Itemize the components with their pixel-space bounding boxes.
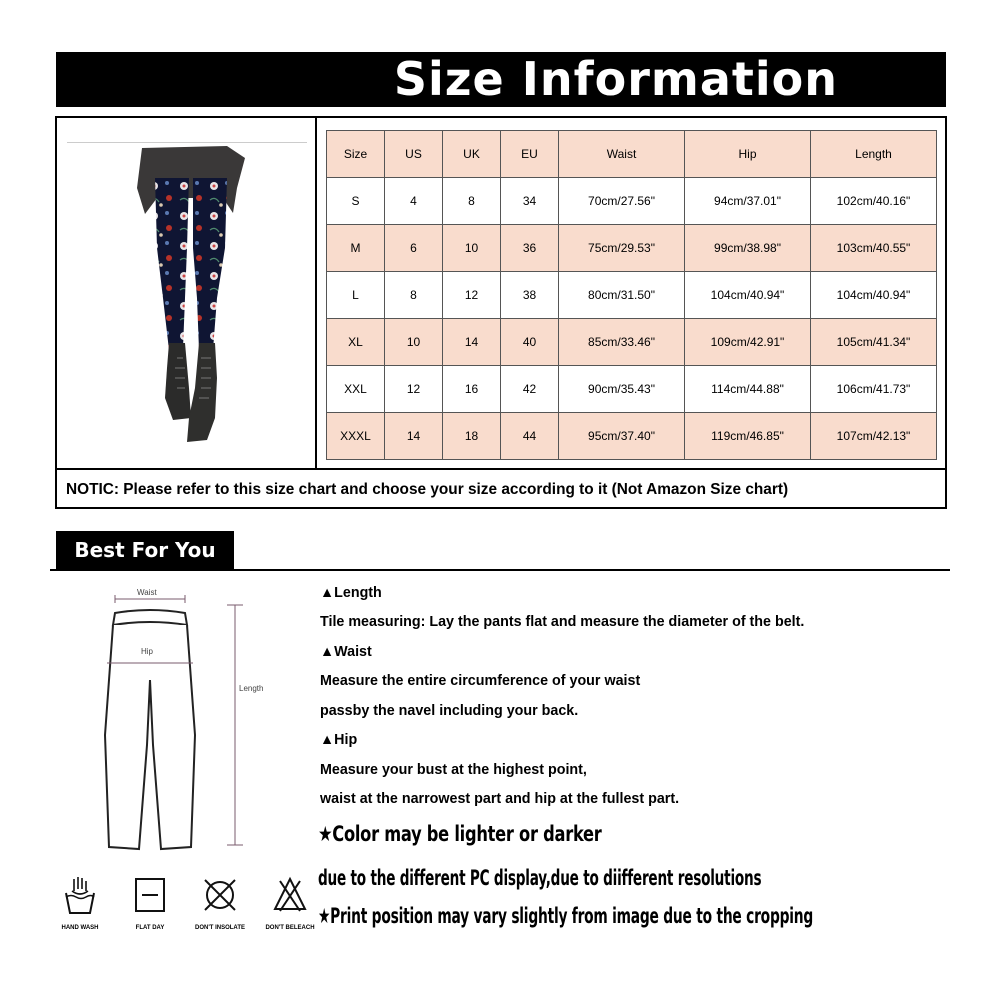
header-length: Length: [811, 131, 937, 178]
print-note: ★Print position may vary slightly from image due to the cropping: [318, 904, 814, 928]
cell-waist: 80cm/31.50": [559, 272, 685, 319]
cell-size: XXL: [327, 366, 385, 413]
color-note-2: due to the different PC display,due to diifferent resolutions: [318, 866, 762, 890]
size-table-cell: [319, 118, 945, 468]
cell-hip: 104cm/40.94": [685, 272, 811, 319]
care-do-not-insolate: [184, 875, 256, 945]
do-not-bleach-icon: [272, 875, 308, 915]
length-instruction: Tile measuring: Lay the pants flat and measure the diameter of the belt.: [320, 614, 805, 630]
cell-hip: 109cm/42.91": [685, 319, 811, 366]
hip-instruction-2: waist at the narrowest part and hip at the fullest part.: [320, 791, 680, 807]
cell-size: S: [327, 178, 385, 225]
care-label: DON'T BELEACH: [265, 925, 315, 931]
header-eu: EU: [501, 131, 559, 178]
cell-us: 10: [385, 319, 443, 366]
cell-length: 106cm/41.73": [811, 366, 937, 413]
table-row: [327, 366, 937, 413]
care-do-not-bleach: [254, 875, 326, 945]
size-table: [326, 130, 937, 460]
top-garment: [137, 146, 245, 214]
cell-us: 8: [385, 272, 443, 319]
size-table-header-row: [327, 131, 937, 178]
cell-uk: 14: [443, 319, 501, 366]
cell-length: 102cm/40.16": [811, 178, 937, 225]
care-label: FLAT DAY: [135, 925, 165, 931]
cell-eu: 36: [501, 225, 559, 272]
table-row: [327, 178, 937, 225]
care-flat-dry: [114, 875, 186, 945]
waist-instruction-1: Measure the entire circumference of your waist: [320, 673, 641, 689]
waist-instruction-2: passby the navel including your back.: [320, 703, 579, 719]
cell-uk: 12: [443, 272, 501, 319]
cell-waist: 90cm/35.43": [559, 366, 685, 413]
cell-uk: 8: [443, 178, 501, 225]
product-photo-cell: [57, 118, 317, 468]
leggings-measurement-diagram: [95, 585, 295, 860]
table-row: [327, 272, 937, 319]
cell-waist: 85cm/33.46": [559, 319, 685, 366]
section-divider: [50, 569, 950, 571]
left-leg: [155, 178, 189, 350]
length-label: Length: [239, 684, 264, 693]
waist-heading: ▲Waist: [320, 644, 372, 660]
cell-eu: 34: [501, 178, 559, 225]
hip-label: Hip: [141, 647, 154, 656]
cell-us: 12: [385, 366, 443, 413]
cell-uk: 18: [443, 413, 501, 460]
cell-length: 104cm/40.94": [811, 272, 937, 319]
cell-us: 14: [385, 413, 443, 460]
size-information-banner: Size Information: [56, 52, 946, 107]
cell-uk: 16: [443, 366, 501, 413]
cell-hip: 94cm/37.01": [685, 178, 811, 225]
table-row: [327, 319, 937, 366]
hip-instruction-1: Measure your bust at the highest point,: [320, 762, 587, 778]
cell-us: 6: [385, 225, 443, 272]
cell-hip: 114cm/44.88": [685, 366, 811, 413]
flat-dry-icon: [132, 875, 168, 915]
size-chart-box: [55, 116, 947, 509]
hand-wash-icon: [62, 875, 98, 915]
hip-heading: ▲Hip: [320, 732, 358, 748]
table-row: [327, 225, 937, 272]
cell-waist: 95cm/37.40": [559, 413, 685, 460]
cell-eu: 44: [501, 413, 559, 460]
cell-uk: 10: [443, 225, 501, 272]
leggings-outline: [95, 585, 295, 860]
header-us: US: [385, 131, 443, 178]
best-for-you-heading: Best For You: [56, 531, 234, 569]
cell-size: L: [327, 272, 385, 319]
length-heading: ▲Length: [320, 585, 382, 601]
waist-label: Waist: [137, 588, 157, 597]
header-hip: Hip: [685, 131, 811, 178]
header-size: Size: [327, 131, 385, 178]
cell-size: M: [327, 225, 385, 272]
care-label: HAND WASH: [61, 925, 99, 931]
cell-length: 103cm/40.55": [811, 225, 937, 272]
size-chart-notice: NOTIC: Please refer to this size chart and choose your size according to it (Not Amazon Size chart): [57, 468, 945, 507]
cell-length: 105cm/41.34": [811, 319, 937, 366]
cell-hip: 119cm/46.85": [685, 413, 811, 460]
cell-waist: 75cm/29.53": [559, 225, 685, 272]
header-waist: Waist: [559, 131, 685, 178]
left-boot: [165, 343, 191, 420]
cell-eu: 40: [501, 319, 559, 366]
cell-eu: 38: [501, 272, 559, 319]
header-uk: UK: [443, 131, 501, 178]
do-not-insolate-icon: [202, 875, 238, 915]
cell-size: XL: [327, 319, 385, 366]
cell-hip: 99cm/38.98": [685, 225, 811, 272]
product-photo: [57, 118, 317, 468]
cell-eu: 42: [501, 366, 559, 413]
cell-us: 4: [385, 178, 443, 225]
color-note-1: ★Color may be lighter or darker: [318, 822, 602, 846]
cell-size: XXXL: [327, 413, 385, 460]
care-hand-wash: [44, 875, 116, 945]
cell-waist: 70cm/27.56": [559, 178, 685, 225]
care-label: DON'T INSOLATE: [195, 925, 245, 931]
right-leg: [193, 178, 227, 350]
cell-length: 107cm/42.13": [811, 413, 937, 460]
table-row: [327, 413, 937, 460]
